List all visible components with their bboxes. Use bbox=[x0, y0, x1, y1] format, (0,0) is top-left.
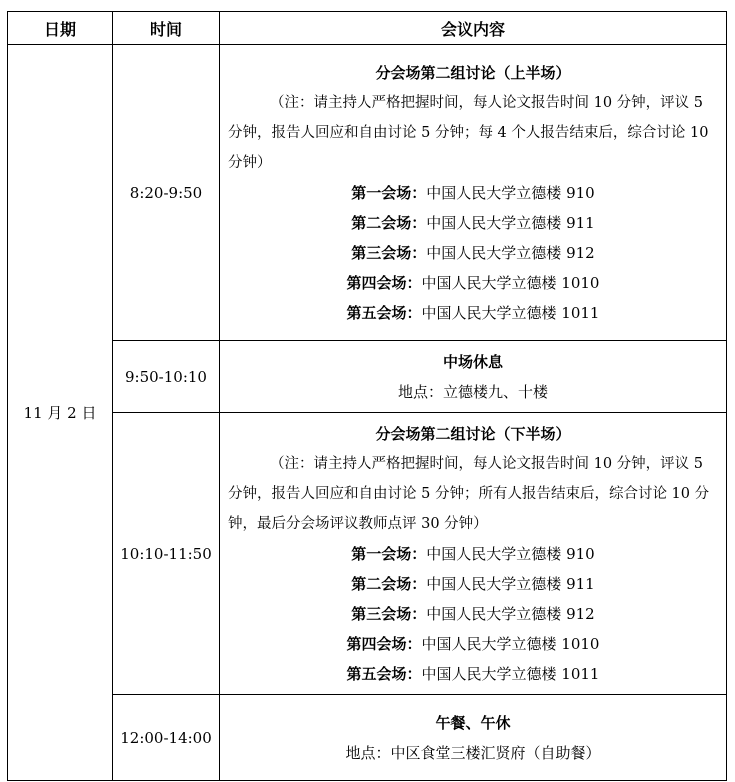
venue-line bbox=[228, 178, 718, 208]
time-cell: 10:10-11:50 bbox=[113, 413, 220, 695]
venue-place: 中国人民大学立德楼 910 bbox=[426, 183, 595, 202]
venue-line bbox=[228, 659, 718, 689]
session-content bbox=[220, 341, 727, 413]
venue-place: 中国人民大学立德楼 911 bbox=[426, 213, 595, 232]
venue-line bbox=[228, 208, 718, 238]
header-date: 日期 bbox=[8, 12, 113, 45]
venue-line bbox=[228, 268, 718, 298]
session-title: 分会场第二组讨论（上半场） bbox=[375, 63, 571, 82]
schedule-row bbox=[8, 413, 727, 695]
session-title: 中场休息 bbox=[442, 352, 503, 371]
venue-label: 第五会场： bbox=[346, 303, 422, 322]
venue-line bbox=[228, 298, 718, 328]
schedule-table bbox=[7, 11, 727, 781]
venue-label: 第一会场： bbox=[351, 183, 427, 202]
session-location: 地点：立德楼九、十楼 bbox=[397, 382, 548, 401]
venue-line bbox=[228, 539, 718, 569]
venue-line bbox=[228, 238, 718, 268]
session-location: 地点：中区食堂三楼汇贤府（自助餐） bbox=[345, 743, 601, 762]
venue-line bbox=[228, 569, 718, 599]
venue-label: 第四会场： bbox=[346, 273, 422, 292]
session-note: （注：请主持人严格把握时间，每人论文报告时间 10 分钟，评议 5 分钟，报告人回应和自由讨论 5 分钟；所有人报告结束后，综合讨论 10 分钟，最后分会场评议教师点评 30 分钟） bbox=[228, 455, 710, 532]
venue-place: 中国人民大学立德楼 1010 bbox=[421, 273, 600, 292]
session-content bbox=[220, 695, 727, 781]
date-cell: 11 月 2 日 bbox=[8, 45, 113, 781]
venue-label: 第三会场： bbox=[351, 243, 427, 262]
header-row bbox=[8, 12, 727, 45]
venue-place: 中国人民大学立德楼 1011 bbox=[421, 303, 600, 322]
venue-place: 中国人民大学立德楼 911 bbox=[426, 574, 595, 593]
time-cell: 8:20-9:50 bbox=[113, 45, 220, 341]
schedule-row bbox=[8, 341, 727, 413]
session-content bbox=[220, 45, 727, 341]
session-title: 分会场第二组讨论（下半场） bbox=[375, 424, 571, 443]
schedule-row bbox=[8, 45, 727, 341]
venue-place: 中国人民大学立德楼 1011 bbox=[421, 664, 600, 683]
venue-line bbox=[228, 599, 718, 629]
venue-label: 第二会场： bbox=[351, 213, 427, 232]
venue-label: 第五会场： bbox=[346, 664, 422, 683]
time-cell: 9:50-10:10 bbox=[113, 341, 220, 413]
header-time: 时间 bbox=[113, 12, 220, 45]
time-cell: 12:00-14:00 bbox=[113, 695, 220, 781]
venue-label: 第一会场： bbox=[351, 544, 427, 563]
venue-line bbox=[228, 629, 718, 659]
venue-place: 中国人民大学立德楼 1010 bbox=[421, 634, 600, 653]
venue-place: 中国人民大学立德楼 912 bbox=[426, 604, 595, 623]
venue-label: 第三会场： bbox=[351, 604, 427, 623]
venue-place: 中国人民大学立德楼 910 bbox=[426, 544, 595, 563]
venue-label: 第二会场： bbox=[351, 574, 427, 593]
venue-label: 第四会场： bbox=[346, 634, 422, 653]
session-note: （注：请主持人严格把握时间，每人论文报告时间 10 分钟，评议 5 分钟，报告人回应和自由讨论 5 分钟；每 4 个人报告结束后，综合讨论 10 分钟） bbox=[228, 94, 709, 171]
schedule-row bbox=[8, 695, 727, 781]
venue-place: 中国人民大学立德楼 912 bbox=[426, 243, 595, 262]
header-content: 会议内容 bbox=[220, 12, 727, 45]
session-content bbox=[220, 413, 727, 695]
session-title: 午餐、午休 bbox=[435, 713, 511, 732]
